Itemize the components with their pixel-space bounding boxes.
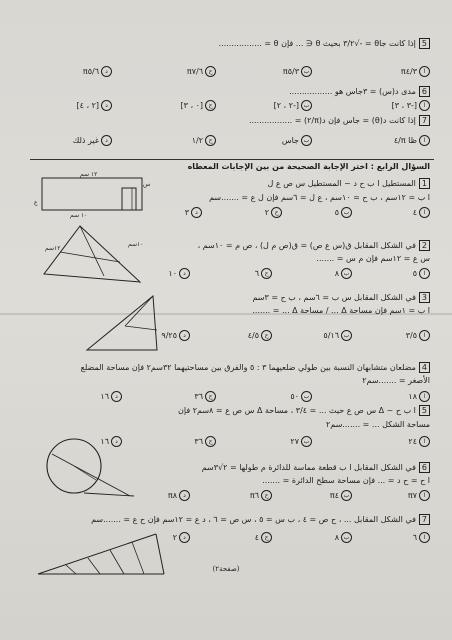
q5-option-b[interactable] [283, 66, 312, 77]
p4-option-b[interactable] [290, 391, 312, 402]
triangle-figure-2 [40, 222, 150, 292]
problem-3-line2: ا ب = ١سم فإن مساحة Δ ... / مساحة Δ ... = ....... [252, 306, 430, 315]
option-marker-d: د [179, 490, 190, 501]
option-marker-d: د [111, 436, 122, 447]
option-marker-b: ب [301, 391, 312, 402]
fig1-right-label: س [143, 181, 151, 188]
option-text: π٥/٣ [282, 67, 299, 76]
option-text: [-٣ ، ٣] [391, 101, 417, 110]
option-marker-c: ح [261, 330, 272, 341]
problem-6-line2: ا ح = ح د = ... فإن مساحة سطح الدائرة = ....... [262, 476, 430, 485]
option-text: π٥/٦ [82, 67, 99, 76]
problem-2-line2: س ع = ١٢سم فإن م س = ....... [316, 254, 430, 263]
question-number: 3 [419, 292, 430, 303]
option-text: ظا π/٤ [393, 136, 417, 145]
option-text: π٤ [329, 491, 339, 500]
question-stem: مدى د(س) = ٣جاس هو ................. [289, 87, 416, 96]
triangle-figure-3 [85, 292, 165, 354]
option-marker-b: ب [341, 330, 352, 341]
option-text: ٤ [254, 533, 259, 542]
question-number: 4 [419, 362, 430, 373]
option-text: ٥/١٦ [323, 331, 339, 340]
option-text: ٢٧ [290, 437, 299, 446]
q5-option-c[interactable] [187, 66, 216, 77]
question-stem: إذا كانت جاθ = ‏-‏√٣/٢ بحيث θ ∈ ... فإن θ = ................. [218, 39, 416, 48]
p7-option-c[interactable] [255, 532, 272, 543]
option-text: ١٠ [168, 269, 177, 278]
option-text: π٧/٦ [186, 67, 203, 76]
p2-option-c[interactable] [255, 268, 272, 279]
question-number: 5 [419, 38, 430, 49]
p7-option-a[interactable] [413, 532, 430, 543]
p5-option-b[interactable] [290, 436, 312, 447]
option-text: ٦ [254, 269, 259, 278]
problem-2 [198, 240, 430, 251]
p7-option-b[interactable] [335, 532, 352, 543]
option-text: ٤ [412, 208, 417, 217]
option-marker-b: ب [301, 100, 312, 111]
option-text: ٨ [334, 269, 339, 278]
fig1-top-label: ١٢ سم [80, 171, 98, 178]
option-marker-d: د [111, 391, 122, 402]
q7-option-a[interactable] [394, 135, 430, 146]
q6-option-d[interactable] [76, 100, 112, 111]
question-stem: في الشكل المقابل ا ب قطعة مماسة للدائرة م طولها = ٢√٣سم [201, 463, 416, 472]
problem-1-line2: ا ب = ١٢سم ، ب ح = ١٠سم ، ع ل = ٦سم فإن ل ع = .......سم [209, 193, 430, 202]
option-marker-a: ا [419, 532, 430, 543]
option-marker-c: ح [205, 135, 216, 146]
p1-option-a[interactable] [413, 207, 430, 218]
p1-option-d[interactable] [185, 207, 202, 218]
option-marker-c: ح [205, 100, 216, 111]
option-marker-a: ا [419, 135, 430, 146]
question-number: 7 [419, 514, 430, 525]
option-marker-d: د [179, 268, 190, 279]
question-7 [249, 115, 430, 126]
option-marker-c: ح [271, 207, 282, 218]
option-marker-d: د [191, 207, 202, 218]
option-marker-b: ب [341, 532, 352, 543]
circle-tangent-figure [34, 438, 144, 500]
question-number: 7 [419, 115, 430, 126]
p3-option-a[interactable] [406, 330, 430, 341]
p5-option-a[interactable] [408, 436, 430, 447]
option-marker-a: ا [419, 207, 430, 218]
option-text: ٣/٥ [405, 331, 417, 340]
option-marker-c: ح [261, 532, 272, 543]
question-number: 2 [419, 240, 430, 251]
question-number: 6 [419, 462, 430, 473]
option-marker-b: ب [341, 207, 352, 218]
problem-4 [81, 362, 430, 373]
fig2-label-12: ١٢سم [45, 245, 61, 252]
option-text: π٦ [249, 491, 259, 500]
option-marker-c: ح [205, 391, 216, 402]
option-text: π٤/٣ [400, 67, 417, 76]
option-text: ٣٦ [194, 437, 203, 446]
option-marker-a: ا [419, 490, 430, 501]
p6-option-d[interactable] [168, 490, 190, 501]
question-stem: ا ب ح ~ Δ س ص ع حيث ... = ٣/٤ ، مساحة Δ س ص ع = ٨سم٢ فإن [178, 406, 416, 415]
q5-option-a[interactable] [401, 66, 430, 77]
option-text: π٨ [167, 491, 177, 500]
option-text: π٧ [407, 491, 417, 500]
q7-option-b[interactable] [282, 135, 312, 146]
option-text: جاس [281, 136, 299, 145]
question-stem: مضلعان متشابهان النسبة بين طولي ضلعيهما ٣ : ٥ والفرق بين مساحتيهما ٣٢سم٢ فإن مساحة المضلع [80, 363, 416, 372]
option-text: ٨ [334, 533, 339, 542]
option-text: ٥ [412, 269, 417, 278]
question-5 [219, 38, 430, 49]
p1-option-c[interactable] [265, 207, 282, 218]
question-6 [289, 86, 430, 97]
option-marker-d: د [101, 66, 112, 77]
question-stem: إذا كانت د(θ) = جاس فإن د(π/٢) = ................. [248, 116, 416, 125]
option-text: ٤/٥ [247, 331, 259, 340]
p4-option-a[interactable] [408, 391, 430, 402]
option-marker-c: ح [205, 436, 216, 447]
question-stem: في الشكل المقابل ق(س ع ص) = ق(ص م ل) ، ص م = ١٠سم ، [197, 241, 416, 250]
page-footer: (صفحة٢) [212, 565, 240, 573]
p6-option-b[interactable] [330, 490, 352, 501]
option-text: ٦ [412, 533, 417, 542]
problem-4-line2: الأصغر = .......سم٢ [362, 376, 430, 385]
option-text: ١٨ [408, 392, 417, 401]
option-text: [٢ ، ٤] [76, 101, 99, 110]
option-text: [-٢ ، ٢] [273, 101, 299, 110]
option-text: ٥ [334, 208, 339, 217]
option-marker-c: ح [205, 66, 216, 77]
problem-5-line2: مساحة الشكل ... = .......سم٢ [326, 420, 430, 429]
q6-option-c[interactable] [180, 100, 216, 111]
option-text: ١٦ [100, 437, 109, 446]
option-marker-c: ح [261, 268, 272, 279]
option-text: ١٦ [100, 392, 109, 401]
p2-option-a[interactable] [413, 268, 430, 279]
p5-option-c[interactable] [194, 436, 216, 447]
p2-option-d[interactable] [168, 268, 190, 279]
q5-option-d[interactable] [83, 66, 112, 77]
option-marker-d: د [101, 135, 112, 146]
option-text: ٢ [264, 208, 269, 217]
option-marker-b: ب [301, 66, 312, 77]
option-marker-d: د [179, 532, 190, 543]
option-marker-a: ا [419, 66, 430, 77]
q6-option-a[interactable] [392, 100, 430, 111]
option-text: [٠ ، ٣] [180, 101, 203, 110]
option-marker-b: ب [301, 436, 312, 447]
problem-1 [268, 178, 430, 189]
problem-3 [252, 292, 430, 303]
option-marker-a: ا [419, 268, 430, 279]
problem-7 [91, 514, 430, 525]
question-stem: في الشكل المقابل س ب = ٦سم ، ب ح = ٣سم [252, 293, 416, 302]
option-text: ٥٠ [290, 392, 299, 401]
option-marker-b: ب [341, 490, 352, 501]
option-text: ٢ [172, 533, 177, 542]
p3-option-b[interactable] [323, 330, 352, 341]
option-marker-a: ا [419, 330, 430, 341]
problem-6 [202, 462, 430, 473]
question-number: 5 [419, 405, 430, 416]
option-marker-a: ا [419, 436, 430, 447]
section-divider [30, 159, 434, 160]
option-text: ٣ [184, 208, 189, 217]
fig2-label-10: ١٠سم [128, 241, 144, 248]
fig1-left-label: ع [34, 199, 38, 206]
p3-option-c[interactable] [248, 330, 272, 341]
fig1-bottom-label: ١٠ سم [70, 212, 88, 219]
option-marker-c: ح [261, 490, 272, 501]
question-number: 6 [419, 86, 430, 97]
question-stem: في الشكل المقابل ... ، ح ص = ٤ ، ب س = ٥ ، س ص = ٦ ، د ع = ١٢سم فإن ح ع = .......سم [91, 515, 416, 524]
p6-option-c[interactable] [250, 490, 272, 501]
p6-option-a[interactable] [408, 490, 430, 501]
question-number: 1 [419, 178, 430, 189]
p1-option-b[interactable] [335, 207, 352, 218]
option-text: ٣٦ [194, 392, 203, 401]
question-stem: المستطيل ا ب ح د ~ المستطيل س ص ع ل [267, 179, 416, 188]
option-marker-b: ب [341, 268, 352, 279]
q7-option-d[interactable] [73, 135, 112, 146]
option-marker-d: د [101, 100, 112, 111]
option-marker-b: ب [301, 135, 312, 146]
q7-option-c[interactable] [192, 135, 216, 146]
p4-option-c[interactable] [194, 391, 216, 402]
p2-option-b[interactable] [335, 268, 352, 279]
p7-option-d[interactable] [173, 532, 190, 543]
section-4-title: السؤال الرابع : اختر الإجابة الصحيحة من بين الإجابات المعطاه [187, 162, 430, 171]
option-marker-a: ا [419, 100, 430, 111]
option-text: غير ذلك [72, 136, 99, 145]
q6-option-b[interactable] [274, 100, 312, 111]
option-text: ٢٤ [408, 437, 417, 446]
option-text: ١/٢ [191, 136, 203, 145]
option-text: ٩/٢٥ [161, 331, 177, 340]
option-marker-a: ا [419, 391, 430, 402]
problem-5 [178, 405, 430, 416]
p4-option-d[interactable] [100, 391, 122, 402]
option-marker-d: د [179, 330, 190, 341]
p3-option-d[interactable] [161, 330, 190, 341]
